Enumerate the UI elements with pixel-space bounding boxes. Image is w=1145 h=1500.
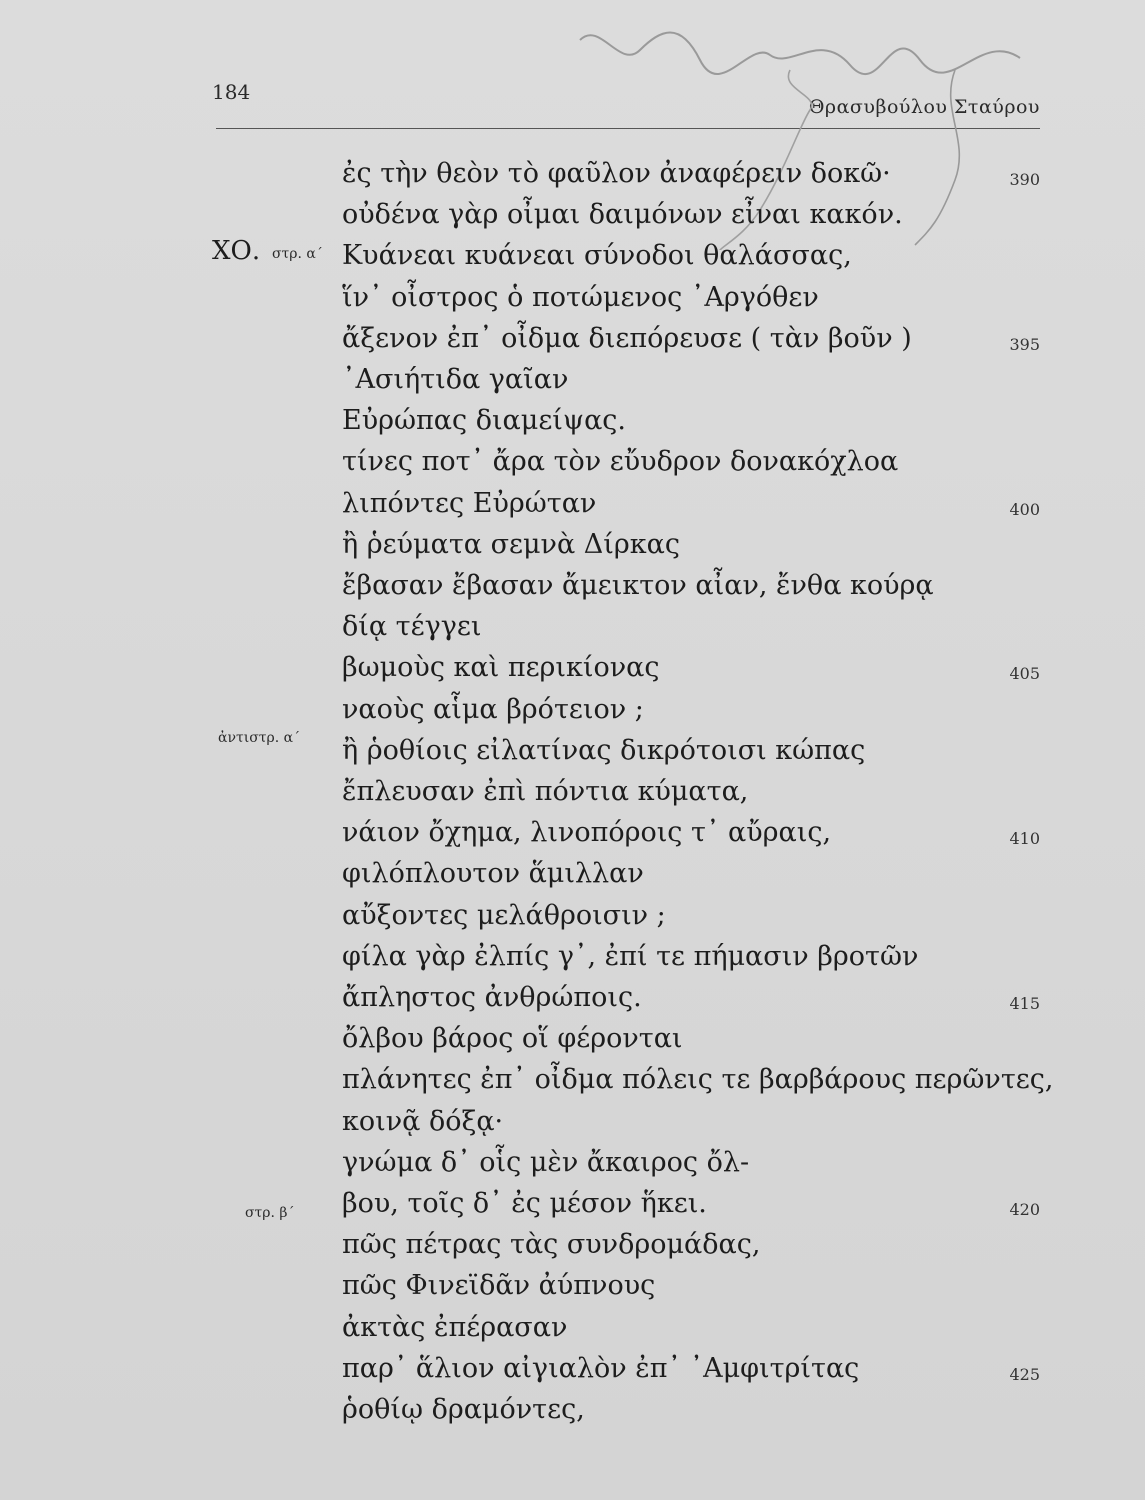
verse-line: ὄλβου βάρος οἵ φέρονται (342, 1023, 683, 1055)
verse-line: Εὐρώπας διαμείψας. (342, 405, 627, 437)
verse-line: πῶς Φινεϊδᾶν ἀύπνους (342, 1270, 656, 1302)
verse-line: πῶς πέτρας τὰς συνδρομάδας, (342, 1229, 761, 1261)
verse-line: ἄπληστος ἀνθρώποις. (342, 982, 642, 1013)
verse-line: ἔπλευσαν ἐπὶ πόντια κύματα, (342, 776, 749, 807)
verse-line: Κυάνεαι κυάνεαι σύνοδοι θαλάσσας, (342, 240, 852, 272)
verse-line: ναοὺς αἷμα βρότειον ; (342, 693, 644, 725)
verse-line: πλάνητες ἐπ᾽ οἶδμα πόλεις τε βαρβάρους περῶντες, (342, 1064, 1054, 1096)
antistrophe-a-mark: ἀντιστρ. α΄ (218, 730, 301, 746)
verse-line: ἄξενον ἐπ᾽ οἶδμα διεπόρευσε ( τὰν βοῦν ) (342, 322, 912, 354)
line-number: 425 (1009, 1364, 1040, 1384)
speaker-label: ΧΟ. (212, 236, 261, 266)
verse-line: δίᾳ τέγγει (342, 611, 482, 643)
verse-line: φιλόπλουτον ἅμιλλαν (342, 858, 644, 890)
verse-line: τίνες ποτ᾽ ἄρα τὸν εὔυδρον δονακόχλοα (342, 446, 899, 478)
verse-line: κοινᾷ δόξᾳ· (342, 1105, 504, 1137)
verse-line: νάιον ὄχημα, λινοπόροις τ᾽ αὔραις, (342, 817, 832, 849)
verse-line: ἐς τὴν θεὸν τὸ φαῦλον ἀναφέρειν δοκῶ· (342, 158, 891, 189)
running-head: Θρασυβούλου Σταύρου (808, 96, 1040, 118)
verse-line: ἢ ῥεύματα σεμνὰ Δίρκας (342, 528, 680, 560)
verse-line: αὔξοντες μελάθροισιν ; (342, 899, 666, 931)
verse-line: βωμοὺς καὶ περικίονας (342, 652, 660, 684)
verse-line: ἔβασαν ἔβασαν ἄμεικτον αἶαν, ἔνθα κούρᾳ (342, 570, 934, 601)
line-number: 415 (1009, 994, 1040, 1013)
verse-line: ῥοθίῳ δραμόντες, (342, 1394, 585, 1425)
line-number: 400 (1009, 499, 1040, 519)
verse-line: ᾽Ασιήτιδα γαῖαν (342, 364, 569, 395)
verse-line: παρ᾽ ἅλιον αἰγιαλὸν ἐπ᾽ ᾽Αμφιτρίτας (342, 1352, 860, 1384)
strophe-a-mark: στρ. α΄ (272, 246, 323, 262)
line-number: 395 (1009, 334, 1040, 354)
verse-line: ἀκτὰς ἐπέρασαν (342, 1311, 568, 1343)
line-number: 420 (1009, 1200, 1040, 1219)
page-number: 184 (212, 80, 251, 104)
verse-line: ἵν᾽ οἶστρος ὁ ποτώμενος ᾽Αργόθεν (342, 281, 819, 313)
line-number: 390 (1009, 170, 1040, 189)
verse-line: λιπόντες Εὐρώταν (342, 487, 597, 519)
verse-line: γνώμα δ᾽ οἷς μὲν ἄκαιρος ὄλ- (342, 1146, 750, 1178)
verse-line: φίλα γὰρ ἐλπίς γ᾽, ἐπί τε πήμασιν βροτῶν (342, 940, 919, 972)
line-number: 405 (1009, 664, 1040, 684)
strophe-b-mark: στρ. β΄ (245, 1205, 295, 1221)
verse-line: οὐδένα γὰρ οἶμαι δαιμόνων εἶναι κακόν. (342, 199, 903, 231)
line-number: 410 (1009, 829, 1040, 849)
verse-line: βου, τοῖς δ᾽ ἐς μέσον ἥκει. (342, 1188, 707, 1219)
verse-line: ἢ ῥοθίοις εἰλατίνας δικρότοισι κώπας (342, 734, 866, 766)
